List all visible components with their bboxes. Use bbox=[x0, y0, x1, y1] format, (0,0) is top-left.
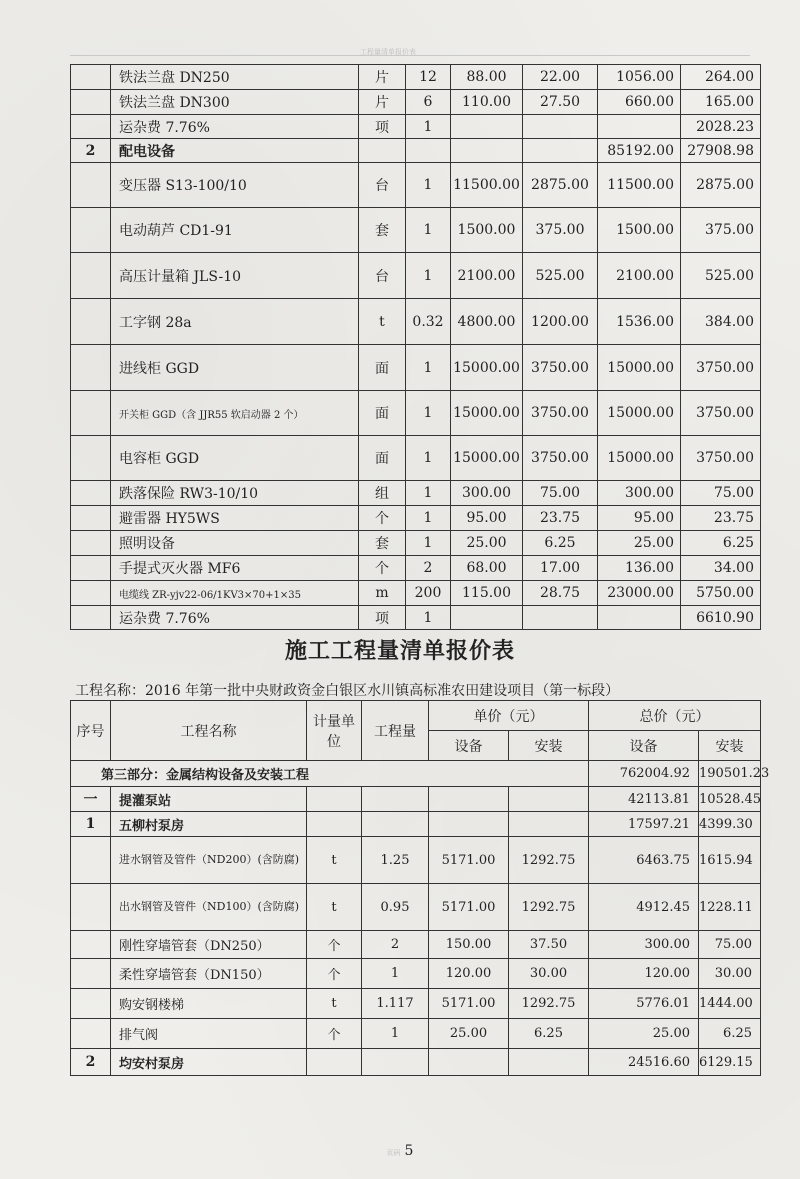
row-number bbox=[71, 931, 111, 959]
total-install: 6129.15 bbox=[699, 1049, 761, 1076]
unit-price-equipment bbox=[429, 812, 509, 837]
header-install: 安装 bbox=[509, 731, 589, 761]
quotation-table bbox=[70, 700, 770, 1076]
header-equipment: 设备 bbox=[429, 731, 509, 761]
item-unit: 个 bbox=[307, 931, 362, 959]
item-unit: 项 bbox=[359, 115, 406, 139]
table-row bbox=[71, 208, 761, 253]
total-equipment: 42113.81 bbox=[589, 787, 699, 812]
item-unit bbox=[307, 787, 362, 812]
total-install: 1444.00 bbox=[699, 989, 761, 1019]
total-equipment: 11500.00 bbox=[598, 163, 681, 208]
table-row bbox=[71, 299, 761, 345]
total-install: 384.00 bbox=[681, 299, 761, 345]
item-name: 提灌泵站 bbox=[111, 787, 307, 812]
row-number bbox=[71, 581, 111, 606]
item-unit bbox=[359, 139, 406, 163]
table-row bbox=[71, 556, 761, 581]
item-name: 购安钢楼梯 bbox=[111, 989, 307, 1019]
row-number bbox=[71, 299, 111, 345]
table-row bbox=[71, 581, 761, 606]
page-number: 5 bbox=[404, 1143, 414, 1159]
item-name: 刚性穿墙管套（DN250） bbox=[111, 931, 307, 959]
unit-price-equipment: 88.00 bbox=[451, 65, 523, 90]
row-number bbox=[71, 837, 111, 884]
item-quantity: 1 bbox=[406, 115, 451, 139]
unit-price-equipment: 5171.00 bbox=[429, 989, 509, 1019]
unit-price-equipment: 5171.00 bbox=[429, 837, 509, 884]
row-number bbox=[71, 556, 111, 581]
unit-price-install bbox=[523, 115, 598, 139]
item-unit: 个 bbox=[359, 506, 406, 531]
unit-price-equipment: 1500.00 bbox=[451, 208, 523, 253]
page-footer bbox=[0, 1143, 800, 1159]
unit-price-equipment: 95.00 bbox=[451, 506, 523, 531]
item-quantity: 1 bbox=[406, 481, 451, 506]
item-unit: 个 bbox=[359, 556, 406, 581]
item-name: 配电设备 bbox=[111, 139, 359, 163]
total-equipment: 1056.00 bbox=[598, 65, 681, 90]
table-row bbox=[71, 65, 761, 90]
item-quantity: 1 bbox=[406, 345, 451, 391]
item-quantity bbox=[362, 787, 429, 812]
total-equipment bbox=[598, 115, 681, 139]
table-row bbox=[71, 761, 761, 787]
item-name: 运杂费 7.76% bbox=[111, 606, 359, 630]
unit-price-install: 37.50 bbox=[509, 931, 589, 959]
project-name: 工程名称：2016 年第一批中央财政资金白银区水川镇高标准农田建设项目（第一标段） bbox=[75, 683, 620, 699]
item-unit: 项 bbox=[359, 606, 406, 630]
header-qty: 工程量 bbox=[362, 701, 429, 761]
header-watermark: 工程量清单报价表 bbox=[360, 48, 416, 56]
total-equipment: 5776.01 bbox=[589, 989, 699, 1019]
row-number bbox=[71, 884, 111, 931]
item-name: 出水钢管及管件（ND100）(含防腐) bbox=[111, 884, 307, 931]
unit-price-install bbox=[523, 139, 598, 163]
table-row bbox=[71, 931, 761, 959]
total-equipment: 136.00 bbox=[598, 556, 681, 581]
unit-price-equipment: 15000.00 bbox=[451, 345, 523, 391]
table-row bbox=[71, 436, 761, 481]
unit-price-install bbox=[523, 606, 598, 630]
item-name: 进线柜 GGD bbox=[111, 345, 359, 391]
unit-price-equipment: 150.00 bbox=[429, 931, 509, 959]
table-row bbox=[71, 812, 761, 837]
unit-price-install: 27.50 bbox=[523, 90, 598, 115]
header-unit: 计量单位 bbox=[307, 701, 362, 761]
total-install: 75.00 bbox=[681, 481, 761, 506]
item-unit: 组 bbox=[359, 481, 406, 506]
item-unit: t bbox=[307, 989, 362, 1019]
item-unit bbox=[307, 1049, 362, 1076]
unit-price-install: 1292.75 bbox=[509, 837, 589, 884]
unit-price-install: 6.25 bbox=[523, 531, 598, 556]
header-name: 工程名称 bbox=[111, 701, 307, 761]
item-quantity: 1.117 bbox=[362, 989, 429, 1019]
item-unit: m bbox=[359, 581, 406, 606]
item-name: 避雷器 HY5WS bbox=[111, 506, 359, 531]
total-equipment: 17597.21 bbox=[589, 812, 699, 837]
total-install: 2028.23 bbox=[681, 115, 761, 139]
unit-price-install: 6.25 bbox=[509, 1019, 589, 1049]
total-equipment: 300.00 bbox=[598, 481, 681, 506]
unit-price-equipment: 11500.00 bbox=[451, 163, 523, 208]
total-install: 3750.00 bbox=[681, 436, 761, 481]
row-number bbox=[71, 481, 111, 506]
unit-price-install: 3750.00 bbox=[523, 391, 598, 436]
table-row bbox=[71, 1049, 761, 1076]
total-equipment: 300.00 bbox=[589, 931, 699, 959]
row-number: 2 bbox=[71, 1049, 111, 1076]
page-title: 施工工程量清单报价表 bbox=[284, 638, 515, 664]
item-quantity: 0.95 bbox=[362, 884, 429, 931]
row-number bbox=[71, 65, 111, 90]
table-row bbox=[71, 959, 761, 989]
table-row bbox=[71, 606, 761, 630]
row-number bbox=[71, 606, 111, 630]
item-quantity: 1 bbox=[406, 531, 451, 556]
unit-price-install: 17.00 bbox=[523, 556, 598, 581]
table-row bbox=[71, 391, 761, 436]
total-install: 23.75 bbox=[681, 506, 761, 531]
row-number bbox=[71, 1019, 111, 1049]
total-equipment: 762004.92 bbox=[589, 761, 699, 787]
total-equipment: 15000.00 bbox=[598, 391, 681, 436]
unit-price-install bbox=[509, 787, 589, 812]
unit-price-install: 23.75 bbox=[523, 506, 598, 531]
table-row bbox=[71, 139, 761, 163]
item-quantity: 2 bbox=[362, 931, 429, 959]
item-name: 排气阀 bbox=[111, 1019, 307, 1049]
table-row bbox=[71, 90, 761, 115]
unit-price-install: 1292.75 bbox=[509, 989, 589, 1019]
total-install: 75.00 bbox=[699, 931, 761, 959]
unit-price-install: 375.00 bbox=[523, 208, 598, 253]
item-unit: t bbox=[307, 837, 362, 884]
item-quantity: 0.32 bbox=[406, 299, 451, 345]
row-number bbox=[71, 253, 111, 299]
item-name: 照明设备 bbox=[111, 531, 359, 556]
row-number bbox=[71, 959, 111, 989]
item-unit: 面 bbox=[359, 436, 406, 481]
total-equipment: 25.00 bbox=[598, 531, 681, 556]
item-quantity: 1 bbox=[406, 506, 451, 531]
unit-price-install: 1292.75 bbox=[509, 884, 589, 931]
item-name: 高压计量箱 JLS-10 bbox=[111, 253, 359, 299]
unit-price-install: 22.00 bbox=[523, 65, 598, 90]
total-install: 375.00 bbox=[681, 208, 761, 253]
item-name: 电容柜 GGD bbox=[111, 436, 359, 481]
item-name: 变压器 S13-100/10 bbox=[111, 163, 359, 208]
item-name: 柔性穿墙管套（DN150） bbox=[111, 959, 307, 989]
unit-price-install: 28.75 bbox=[523, 581, 598, 606]
row-number bbox=[71, 391, 111, 436]
row-number bbox=[71, 345, 111, 391]
total-install: 6610.90 bbox=[681, 606, 761, 630]
unit-price-install: 3750.00 bbox=[523, 345, 598, 391]
item-unit bbox=[307, 812, 362, 837]
total-equipment: 15000.00 bbox=[598, 436, 681, 481]
total-install: 264.00 bbox=[681, 65, 761, 90]
table-row bbox=[71, 787, 761, 812]
total-equipment: 24516.60 bbox=[589, 1049, 699, 1076]
header-unit-price: 单价（元） bbox=[429, 701, 589, 731]
item-quantity: 1 bbox=[406, 208, 451, 253]
unit-price-equipment bbox=[451, 139, 523, 163]
unit-price-equipment bbox=[451, 606, 523, 630]
total-equipment bbox=[598, 606, 681, 630]
item-quantity: 1 bbox=[406, 391, 451, 436]
item-name: 开关柜 GGD（含 JJR55 软启动器 2 个） bbox=[111, 391, 359, 436]
item-unit: 台 bbox=[359, 163, 406, 208]
unit-price-equipment: 110.00 bbox=[451, 90, 523, 115]
unit-price-equipment: 120.00 bbox=[429, 959, 509, 989]
item-name: 电动葫芦 CD1-91 bbox=[111, 208, 359, 253]
item-name: 电缆线 ZR-yjv22-06/1KV3×70+1×35 bbox=[111, 581, 359, 606]
unit-price-install bbox=[509, 1049, 589, 1076]
total-equipment: 25.00 bbox=[589, 1019, 699, 1049]
row-number bbox=[71, 90, 111, 115]
row-number: 一 bbox=[71, 787, 111, 812]
unit-price-install: 75.00 bbox=[523, 481, 598, 506]
total-install: 525.00 bbox=[681, 253, 761, 299]
table-row bbox=[71, 115, 761, 139]
item-name: 均安村泵房 bbox=[111, 1049, 307, 1076]
item-unit: 片 bbox=[359, 90, 406, 115]
unit-price-equipment: 2100.00 bbox=[451, 253, 523, 299]
table-row bbox=[71, 481, 761, 506]
total-install: 34.00 bbox=[681, 556, 761, 581]
total-install: 6.25 bbox=[699, 1019, 761, 1049]
item-name: 手提式灭火器 MF6 bbox=[111, 556, 359, 581]
item-quantity: 1 bbox=[362, 1019, 429, 1049]
table-row bbox=[71, 884, 761, 931]
footer-watermark: 页码 bbox=[386, 1149, 401, 1157]
table-row bbox=[71, 163, 761, 208]
row-number bbox=[71, 115, 111, 139]
table-row bbox=[71, 989, 761, 1019]
total-install: 190501.23 bbox=[699, 761, 761, 787]
item-name: 工字钢 28a bbox=[111, 299, 359, 345]
item-unit: 个 bbox=[307, 959, 362, 989]
unit-price-equipment: 15000.00 bbox=[451, 391, 523, 436]
total-equipment: 2100.00 bbox=[598, 253, 681, 299]
unit-price-equipment: 15000.00 bbox=[451, 436, 523, 481]
total-install: 165.00 bbox=[681, 90, 761, 115]
item-unit: 套 bbox=[359, 531, 406, 556]
item-quantity bbox=[362, 1049, 429, 1076]
header-total-price: 总价（元） bbox=[589, 701, 761, 731]
item-quantity: 1 bbox=[362, 959, 429, 989]
total-equipment: 95.00 bbox=[598, 506, 681, 531]
unit-price-install: 3750.00 bbox=[523, 436, 598, 481]
item-name: 进水钢管及管件（ND200）(含防腐) bbox=[111, 837, 307, 884]
row-number bbox=[71, 531, 111, 556]
row-number bbox=[71, 208, 111, 253]
header-equipment-total: 设备 bbox=[589, 731, 699, 761]
row-number bbox=[71, 989, 111, 1019]
unit-price-install: 30.00 bbox=[509, 959, 589, 989]
total-install: 10528.45 bbox=[699, 787, 761, 812]
unit-price-equipment bbox=[429, 1049, 509, 1076]
header-install-total: 安装 bbox=[699, 731, 761, 761]
item-unit: 面 bbox=[359, 345, 406, 391]
item-name: 铁法兰盘 DN250 bbox=[111, 65, 359, 90]
unit-price-equipment: 5171.00 bbox=[429, 884, 509, 931]
table-row bbox=[71, 506, 761, 531]
item-unit: t bbox=[307, 884, 362, 931]
row-number bbox=[71, 163, 111, 208]
total-install: 2875.00 bbox=[681, 163, 761, 208]
table-row bbox=[71, 1019, 761, 1049]
item-quantity: 1 bbox=[406, 253, 451, 299]
table-row bbox=[71, 837, 761, 884]
unit-price-install: 1200.00 bbox=[523, 299, 598, 345]
total-equipment: 1500.00 bbox=[598, 208, 681, 253]
item-unit: t bbox=[359, 299, 406, 345]
item-quantity: 1 bbox=[406, 606, 451, 630]
item-quantity: 1 bbox=[406, 163, 451, 208]
row-number bbox=[71, 436, 111, 481]
item-name: 运杂费 7.76% bbox=[111, 115, 359, 139]
unit-price-install bbox=[509, 812, 589, 837]
item-unit: 片 bbox=[359, 65, 406, 90]
item-quantity: 200 bbox=[406, 581, 451, 606]
table-row bbox=[71, 531, 761, 556]
item-quantity: 1 bbox=[406, 436, 451, 481]
total-install: 4399.30 bbox=[699, 812, 761, 837]
unit-price-install: 525.00 bbox=[523, 253, 598, 299]
total-equipment: 6463.75 bbox=[589, 837, 699, 884]
total-install: 6.25 bbox=[681, 531, 761, 556]
total-equipment: 1536.00 bbox=[598, 299, 681, 345]
unit-price-equipment: 68.00 bbox=[451, 556, 523, 581]
total-equipment: 120.00 bbox=[589, 959, 699, 989]
total-equipment: 660.00 bbox=[598, 90, 681, 115]
total-install: 3750.00 bbox=[681, 391, 761, 436]
item-quantity: 1.25 bbox=[362, 837, 429, 884]
total-equipment: 85192.00 bbox=[598, 139, 681, 163]
total-equipment: 23000.00 bbox=[598, 581, 681, 606]
item-quantity bbox=[362, 812, 429, 837]
item-quantity bbox=[406, 139, 451, 163]
header-no: 序号 bbox=[71, 701, 111, 761]
item-unit: 台 bbox=[359, 253, 406, 299]
unit-price-equipment: 25.00 bbox=[451, 531, 523, 556]
table-row bbox=[71, 345, 761, 391]
item-quantity: 6 bbox=[406, 90, 451, 115]
item-name: 五柳村泵房 bbox=[111, 812, 307, 837]
unit-price-equipment: 115.00 bbox=[451, 581, 523, 606]
total-equipment: 4912.45 bbox=[589, 884, 699, 931]
item-name: 跌落保险 RW3-10/10 bbox=[111, 481, 359, 506]
total-install: 1228.11 bbox=[699, 884, 761, 931]
item-quantity: 2 bbox=[406, 556, 451, 581]
unit-price-equipment bbox=[451, 115, 523, 139]
section-title: 第三部分：金属结构设备及安装工程 bbox=[71, 761, 589, 787]
unit-price-equipment: 25.00 bbox=[429, 1019, 509, 1049]
row-number bbox=[71, 506, 111, 531]
total-install: 3750.00 bbox=[681, 345, 761, 391]
item-unit: 面 bbox=[359, 391, 406, 436]
unit-price-equipment: 4800.00 bbox=[451, 299, 523, 345]
unit-price-equipment bbox=[429, 787, 509, 812]
total-install: 1615.94 bbox=[699, 837, 761, 884]
table-row bbox=[71, 253, 761, 299]
total-equipment: 15000.00 bbox=[598, 345, 681, 391]
unit-price-equipment: 300.00 bbox=[451, 481, 523, 506]
total-install: 30.00 bbox=[699, 959, 761, 989]
item-unit: 个 bbox=[307, 1019, 362, 1049]
row-number: 2 bbox=[71, 139, 111, 163]
unit-price-install: 2875.00 bbox=[523, 163, 598, 208]
item-quantity: 12 bbox=[406, 65, 451, 90]
total-install: 27908.98 bbox=[681, 139, 761, 163]
item-name: 铁法兰盘 DN300 bbox=[111, 90, 359, 115]
row-number: 1 bbox=[71, 812, 111, 837]
equipment-cost-table-continued bbox=[70, 64, 761, 630]
total-install: 5750.00 bbox=[681, 581, 761, 606]
item-unit: 套 bbox=[359, 208, 406, 253]
